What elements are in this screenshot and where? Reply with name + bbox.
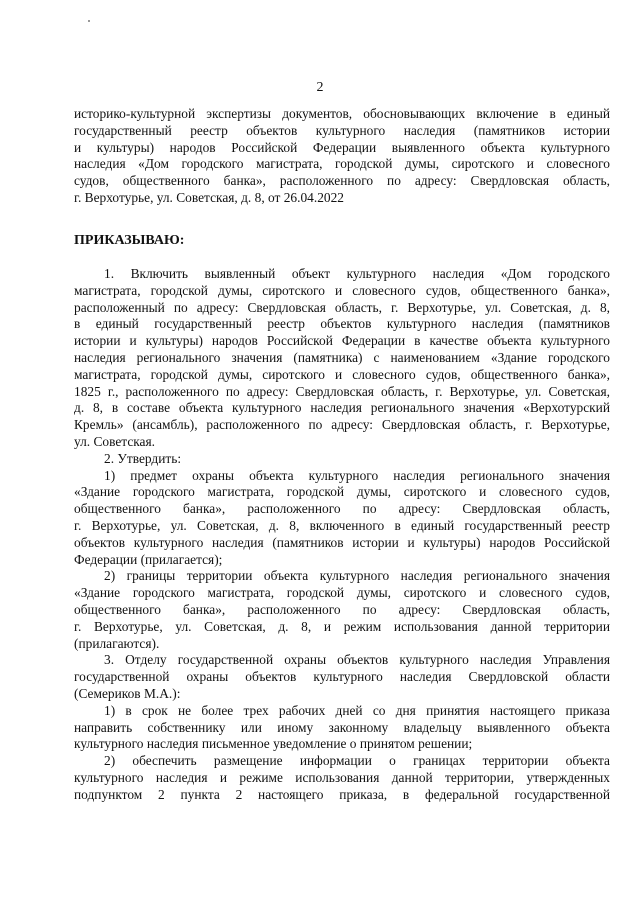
intro-line: наследия «Дом городского магистрата, городской думы, сиротского и словесного	[74, 156, 610, 172]
intro-line: и культуры) народов Российской Федерации выявленного объекта культурного	[74, 139, 610, 155]
clause-2-1-line: г. Верхотурье, ул. Советская, д. 8, включенного в единый государственный реестр	[74, 517, 610, 533]
intro-line: историко-культурной экспертизы документов, обосновывающих включение в единый	[74, 106, 610, 121]
clause-3-2-line: подпунктом 2 пункта 2 настоящего приказа, в федеральной государственной	[74, 786, 610, 802]
clause-1-line: истории и культуры) народов Российской Федерации в качестве объекта культурного	[74, 333, 610, 349]
clause-2-1-line: 1) предмет охраны объекта культурного наследия регионального значения	[104, 467, 610, 483]
clause-1-line: в единый государственный реестр объектов культурного наследия (памятников	[74, 316, 610, 332]
intro-paragraph	[74, 106, 610, 207]
clause-2-2-line: г. Верхотурье, ул. Советская, д. 8, и режим использования данной территории	[74, 618, 610, 634]
clause-3-line: 3. Отделу государственной охраны объектов культурного наследия Управления	[104, 652, 610, 668]
clause-1-line: д. 8, в составе объекта культурного наследия регионального значения «Верхотурский	[74, 400, 610, 416]
clause-2-1-line: Федерации (прилагается);	[74, 551, 223, 567]
clause-1-line: магистрата, городской думы, сиротского и словесного судов, общественного банка»,	[74, 366, 610, 382]
page-number: 2	[316, 80, 324, 95]
clause-2-1-line: объектов культурного наследия (памятников истории и культуры) народов Российской	[74, 534, 610, 550]
clause-1-line: 1. Включить выявленный объект культурного наследия «Дом городского	[104, 266, 610, 281]
clause-2-2-line: общественного банка», расположенного по адресу: Свердловская область,	[74, 601, 610, 617]
clause-3-line: государственной охраны объектов культурного наследия Свердловской области	[74, 669, 610, 685]
intro-line: судов, общественного банка», расположенного по адресу: Свердловская область,	[74, 173, 610, 189]
clause-2-1-line: общественного банка», расположенного по адресу: Свердловская область,	[74, 501, 610, 517]
clause-3-2-line: 2) обеспечить размещение информации о границах территории объекта	[104, 753, 610, 769]
order-heading: ПРИКАЗЫВАЮ:	[74, 233, 185, 248]
order-body	[74, 266, 610, 804]
clause-1-line: магистрата, городской думы, сиротского и словесного судов, общественного банка»,	[74, 282, 610, 298]
scan-speck	[88, 20, 90, 22]
clause-3-1-line: 1) в срок не более трех рабочих дней со дня принятия настоящего приказа	[104, 702, 610, 718]
intro-line: государственный реестр объектов культурного наследия (памятников истории	[74, 122, 610, 138]
clause-2-2-line: (прилагаются).	[74, 635, 160, 651]
clause-2-heading: 2. Утвердить:	[104, 450, 182, 466]
clause-3-1-line: направить собственнику или иному законному владельцу выявленного объекта	[74, 719, 610, 735]
clause-2-1-line: «Здание городского магистрата, городской думы, сиротского и словесного судов,	[74, 484, 610, 500]
clause-3-2-line: культурного наследия и режиме использования данной территории, утвержденных	[74, 769, 610, 785]
clause-3-line: (Семериков М.А.):	[74, 685, 181, 701]
clause-2-2-line: 2) границы территории объекта культурного наследия регионального значения	[104, 568, 610, 584]
clause-1-line: Кремль» (ансамбль), расположенного по адресу: Свердловская область, г. Верхотурье,	[74, 417, 610, 433]
clause-3-1-line: культурного наследия письменное уведомление о принятом решении;	[74, 736, 473, 752]
intro-line: г. Верхотурье, ул. Советская, д. 8, от 26.04.2022	[74, 189, 344, 205]
clause-1-line: расположенный по адресу: Свердловская область, г. Верхотурье, ул. Советская, д. 8,	[74, 299, 610, 315]
clause-1-line: наследия регионального значения (памятника) с наименованием «Здание городского	[74, 349, 610, 365]
clause-1-line: 1825 г., расположенного по адресу: Свердловская область, г. Верхотурье, ул. Советская,	[74, 383, 610, 399]
clause-1-line: ул. Советская.	[74, 433, 156, 449]
clause-2-2-line: «Здание городского магистрата, городской думы, сиротского и словесного судов,	[74, 585, 610, 601]
